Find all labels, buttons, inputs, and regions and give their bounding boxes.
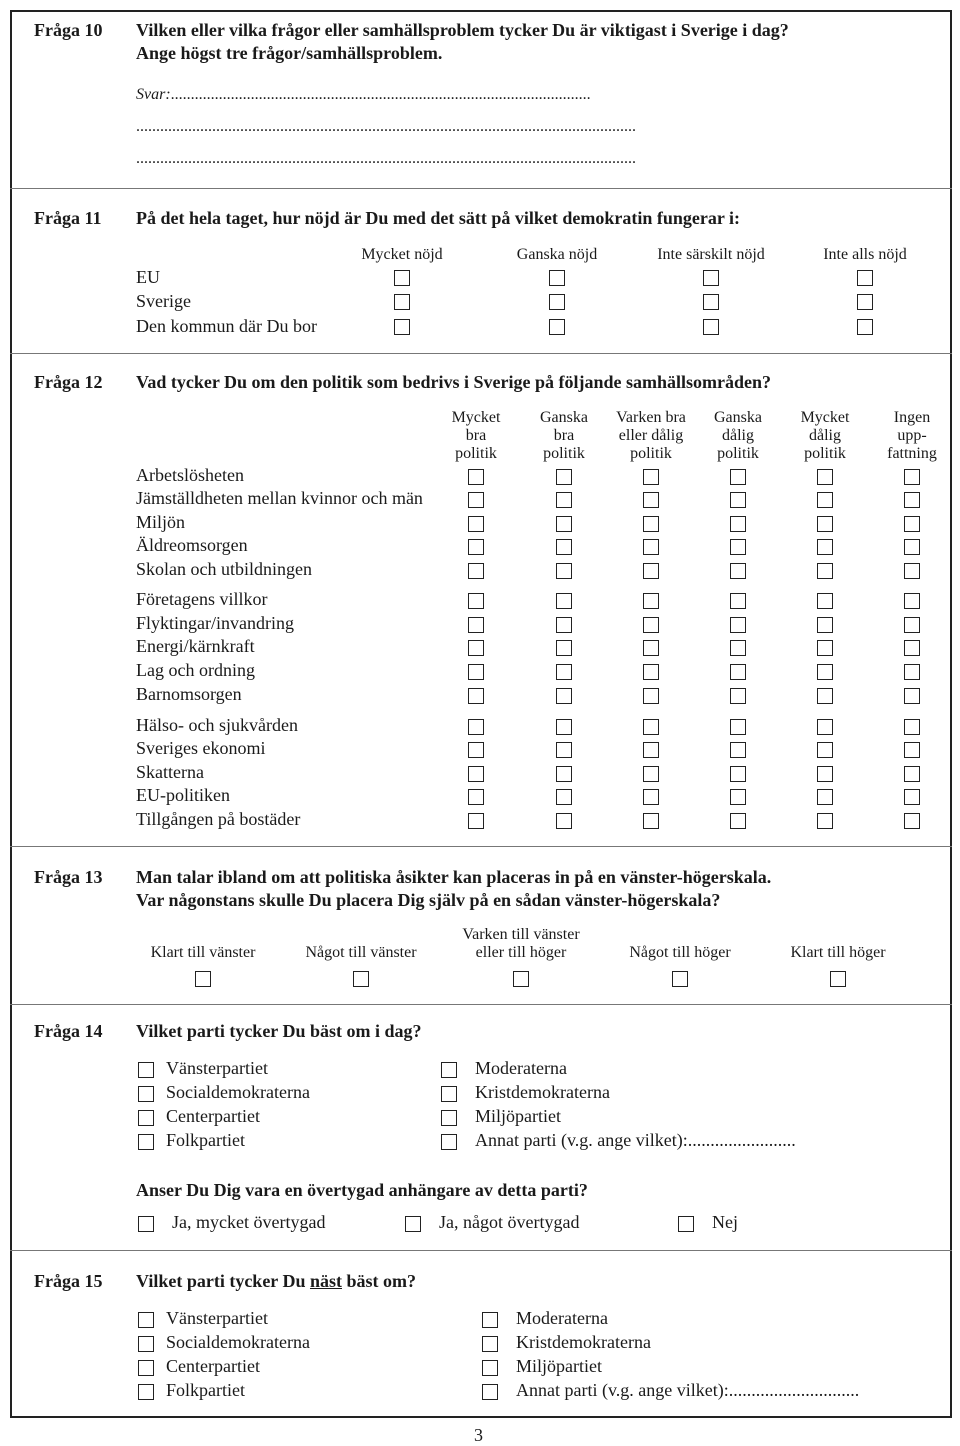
q12-row-label: Arbetslösheten <box>136 465 244 485</box>
q12-checkbox[interactable] <box>643 766 659 782</box>
q12-checkbox[interactable] <box>817 617 833 633</box>
q10-answer-dots: ......................................................................................................... <box>170 86 591 103</box>
q15-party-label: Folkpartiet <box>166 1380 245 1400</box>
q14-checkbox[interactable] <box>441 1110 457 1126</box>
q11-checkbox[interactable] <box>857 319 873 335</box>
q10-question-line1: Vilken eller vilka frågor eller samhällsproblem tycker Du är viktigast i Sverige i dag? <box>136 20 789 40</box>
q13-label: Fråga 13 <box>34 867 103 887</box>
q15-checkbox[interactable] <box>482 1336 498 1352</box>
q12-checkbox[interactable] <box>556 789 572 805</box>
q12-row-label: Äldreomsorgen <box>136 535 248 555</box>
q12-checkbox[interactable] <box>643 742 659 758</box>
q12-checkbox[interactable] <box>730 742 746 758</box>
q12-column-header: politik <box>717 445 759 462</box>
q14-party-label: Moderaterna <box>475 1058 567 1078</box>
q12-checkbox[interactable] <box>730 664 746 680</box>
divider <box>10 188 952 189</box>
q12-checkbox[interactable] <box>468 688 484 704</box>
q12-checkbox[interactable] <box>643 789 659 805</box>
q14-followup-checkbox[interactable] <box>405 1216 421 1232</box>
q12-checkbox[interactable] <box>904 492 920 508</box>
q12-checkbox[interactable] <box>468 516 484 532</box>
q12-checkbox[interactable] <box>730 469 746 485</box>
q12-checkbox[interactable] <box>904 688 920 704</box>
divider <box>10 846 952 847</box>
q12-checkbox[interactable] <box>556 563 572 579</box>
q12-checkbox[interactable] <box>468 469 484 485</box>
q11-checkbox[interactable] <box>549 319 565 335</box>
q13-option-label: Något till höger <box>629 944 731 961</box>
q12-checkbox[interactable] <box>556 688 572 704</box>
q12-checkbox[interactable] <box>468 664 484 680</box>
q11-checkbox[interactable] <box>394 319 410 335</box>
q12-column-header: Varken bra <box>616 409 686 426</box>
q14-checkbox[interactable] <box>138 1062 154 1078</box>
q12-checkbox[interactable] <box>643 813 659 829</box>
q14-followup-label: Nej <box>712 1212 738 1232</box>
q12-row-label: Företagens villkor <box>136 589 268 609</box>
q12-checkbox[interactable] <box>904 469 920 485</box>
q12-column-header: politik <box>455 445 497 462</box>
q12-column-header: politik <box>630 445 672 462</box>
q10-answer-label: Svar: <box>136 86 171 103</box>
q12-column-header: bra <box>465 427 487 444</box>
q12-column-header: eller dålig <box>618 427 684 444</box>
q12-row-label: Tillgången på bostäder <box>136 809 301 829</box>
q13-checkbox[interactable] <box>830 971 846 987</box>
q12-checkbox[interactable] <box>904 617 920 633</box>
q12-checkbox[interactable] <box>643 563 659 579</box>
q15-party-label: Vänsterpartiet <box>166 1308 268 1328</box>
q12-row-label: Barnomsorgen <box>136 684 242 704</box>
q15-checkbox[interactable] <box>138 1312 154 1328</box>
q12-checkbox[interactable] <box>643 664 659 680</box>
q12-checkbox[interactable] <box>556 640 572 656</box>
q12-column-header: dålig <box>809 427 841 444</box>
q10-answer-line3[interactable]: ............................................................................................................................. <box>136 150 636 167</box>
q12-checkbox[interactable] <box>817 789 833 805</box>
q12-checkbox[interactable] <box>556 593 572 609</box>
q15-party-label: Centerpartiet <box>166 1356 260 1376</box>
q12-checkbox[interactable] <box>817 664 833 680</box>
q12-question: Vad tycker Du om den politik som bedrivs i Sverige på följande samhällsområden? <box>136 372 772 392</box>
q12-checkbox[interactable] <box>730 563 746 579</box>
q12-checkbox[interactable] <box>556 492 572 508</box>
q12-row-label: Sveriges ekonomi <box>136 738 266 758</box>
q14-followup-checkbox[interactable] <box>678 1216 694 1232</box>
q12-checkbox[interactable] <box>468 719 484 735</box>
q12-checkbox[interactable] <box>643 719 659 735</box>
q12-checkbox[interactable] <box>817 742 833 758</box>
q12-checkbox[interactable] <box>556 664 572 680</box>
q14-checkbox[interactable] <box>138 1134 154 1150</box>
q15-checkbox[interactable] <box>138 1360 154 1376</box>
q13-checkbox[interactable] <box>672 971 688 987</box>
q12-column-header: Ingen <box>893 409 931 426</box>
q12-checkbox[interactable] <box>468 492 484 508</box>
q12-checkbox[interactable] <box>817 640 833 656</box>
q12-checkbox[interactable] <box>468 789 484 805</box>
q12-checkbox[interactable] <box>817 469 833 485</box>
q12-checkbox[interactable] <box>643 617 659 633</box>
q12-checkbox[interactable] <box>817 688 833 704</box>
q10-answer-line2[interactable]: ............................................................................................................................. <box>136 118 636 135</box>
q11-checkbox[interactable] <box>703 294 719 310</box>
q12-checkbox[interactable] <box>730 688 746 704</box>
q13-option-label: Varken till vänster <box>462 926 580 943</box>
q12-checkbox[interactable] <box>556 469 572 485</box>
q14-party-label: Annat parti (v.g. ange vilket):........................ <box>475 1130 796 1150</box>
q10-question-line2: Ange högst tre frågor/samhällsproblem. <box>136 43 443 63</box>
q14-party-label: Kristdemokraterna <box>475 1082 610 1102</box>
q11-column-header: Ganska nöjd <box>516 246 598 263</box>
q15-checkbox[interactable] <box>482 1312 498 1328</box>
divider <box>10 353 952 354</box>
q11-question: På det hela taget, hur nöjd är Du med det sätt på vilket demokratin fungerar i: <box>136 208 740 228</box>
q12-row-label: Miljön <box>136 512 186 532</box>
q14-followup-label: Ja, något övertygad <box>439 1212 580 1232</box>
q11-checkbox[interactable] <box>549 294 565 310</box>
q12-checkbox[interactable] <box>643 516 659 532</box>
q14-checkbox[interactable] <box>138 1110 154 1126</box>
q12-checkbox[interactable] <box>817 563 833 579</box>
q12-checkbox[interactable] <box>468 593 484 609</box>
q12-row-label: Jämställdheten mellan kvinnor och män <box>136 488 423 508</box>
divider <box>10 1250 952 1251</box>
q12-checkbox[interactable] <box>468 766 484 782</box>
q13-option-label: Klart till höger <box>790 944 886 961</box>
q12-checkbox[interactable] <box>643 469 659 485</box>
q12-checkbox[interactable] <box>904 664 920 680</box>
q15-checkbox[interactable] <box>138 1336 154 1352</box>
q15-checkbox[interactable] <box>482 1384 498 1400</box>
q12-checkbox[interactable] <box>643 539 659 555</box>
q15-party-label: Annat parti (v.g. ange vilket):............................. <box>516 1380 860 1400</box>
q12-checkbox[interactable] <box>904 516 920 532</box>
q12-checkbox[interactable] <box>904 813 920 829</box>
q11-checkbox[interactable] <box>703 270 719 286</box>
q14-checkbox[interactable] <box>441 1062 457 1078</box>
q13-option-label: Något till vänster <box>305 944 417 961</box>
q10-label: Fråga 10 <box>34 20 103 40</box>
q11-checkbox[interactable] <box>703 319 719 335</box>
q12-column-header: Ganska <box>714 409 762 426</box>
q15-label: Fråga 15 <box>34 1271 103 1291</box>
q11-column-header: Mycket nöjd <box>361 246 443 263</box>
q14-checkbox[interactable] <box>138 1086 154 1102</box>
q15-checkbox[interactable] <box>482 1360 498 1376</box>
q12-checkbox[interactable] <box>904 719 920 735</box>
q12-checkbox[interactable] <box>817 516 833 532</box>
q12-checkbox[interactable] <box>556 766 572 782</box>
q12-checkbox[interactable] <box>817 719 833 735</box>
q11-checkbox[interactable] <box>394 294 410 310</box>
q12-row-label: EU-politiken <box>136 785 230 805</box>
q15-party-label: Kristdemokraterna <box>516 1332 651 1352</box>
q12-column-header: politik <box>804 445 846 462</box>
q12-checkbox[interactable] <box>904 539 920 555</box>
q12-column-header: dålig <box>722 427 754 444</box>
q15-question <box>136 1271 416 1292</box>
q12-row-label: Skatterna <box>136 762 204 782</box>
q12-row-label: Skolan och utbildningen <box>136 559 312 579</box>
q13-checkbox[interactable] <box>513 971 529 987</box>
q15-party-label: Moderaterna <box>516 1308 608 1328</box>
q15-checkbox[interactable] <box>138 1384 154 1400</box>
q14-checkbox[interactable] <box>441 1134 457 1150</box>
q14-label: Fråga 14 <box>34 1021 103 1041</box>
q15-party-label: Miljöpartiet <box>516 1356 602 1376</box>
q11-row-label: Sverige <box>136 291 191 311</box>
q12-checkbox[interactable] <box>817 492 833 508</box>
q11-checkbox[interactable] <box>549 270 565 286</box>
q12-checkbox[interactable] <box>730 617 746 633</box>
q12-checkbox[interactable] <box>817 539 833 555</box>
q12-checkbox[interactable] <box>556 617 572 633</box>
q14-question: Vilket parti tycker Du bäst om i dag? <box>136 1021 422 1041</box>
q11-label: Fråga 11 <box>34 208 102 228</box>
q11-checkbox[interactable] <box>857 294 873 310</box>
q12-checkbox[interactable] <box>730 640 746 656</box>
q12-checkbox[interactable] <box>468 742 484 758</box>
q12-row-label: Lag och ordning <box>136 660 255 680</box>
q12-column-header: Mycket <box>800 409 850 426</box>
q12-checkbox[interactable] <box>904 640 920 656</box>
q11-row-label: EU <box>136 267 160 287</box>
divider <box>10 1004 952 1005</box>
q12-checkbox[interactable] <box>817 766 833 782</box>
q12-column-header: Mycket <box>451 409 501 426</box>
q14-checkbox[interactable] <box>441 1086 457 1102</box>
q12-checkbox[interactable] <box>730 813 746 829</box>
q14-party-label: Vänsterpartiet <box>166 1058 268 1078</box>
q12-row-label: Energi/kärnkraft <box>136 636 255 656</box>
q12-checkbox[interactable] <box>730 492 746 508</box>
q12-checkbox[interactable] <box>556 719 572 735</box>
q12-checkbox[interactable] <box>904 563 920 579</box>
q15-question-pre: Vilket parti tycker Du <box>136 1271 310 1291</box>
q12-checkbox[interactable] <box>817 593 833 609</box>
q14-party-label: Folkpartiet <box>166 1130 245 1150</box>
q13-option-label: Klart till vänster <box>150 944 256 961</box>
q12-column-header: upp- <box>897 427 927 444</box>
q12-checkbox[interactable] <box>730 516 746 532</box>
q12-checkbox[interactable] <box>468 617 484 633</box>
q12-checkbox[interactable] <box>643 688 659 704</box>
q13-checkbox[interactable] <box>353 971 369 987</box>
q12-checkbox[interactable] <box>904 766 920 782</box>
q13-question-line2: Var någonstans skulle Du placera Dig själv på en sådan vänster-högerskala? <box>136 890 721 910</box>
q12-column-header: politik <box>543 445 585 462</box>
q15-question-emphasis: näst <box>309 1271 342 1291</box>
q12-checkbox[interactable] <box>556 516 572 532</box>
q12-checkbox[interactable] <box>904 593 920 609</box>
q11-column-header: Inte särskilt nöjd <box>657 246 765 263</box>
q12-row-label: Flyktingar/invandring <box>136 613 294 633</box>
page-number: 3 <box>474 1425 483 1445</box>
q14-followup-checkbox[interactable] <box>138 1216 154 1232</box>
q12-checkbox[interactable] <box>468 539 484 555</box>
q12-checkbox[interactable] <box>556 813 572 829</box>
q12-checkbox[interactable] <box>556 742 572 758</box>
q13-question-line1: Man talar ibland om att politiska åsikter kan placeras in på en vänster-högerskala. <box>136 867 772 887</box>
q13-checkbox[interactable] <box>195 971 211 987</box>
q12-checkbox[interactable] <box>468 563 484 579</box>
q14-followup-question: Anser Du Dig vara en övertygad anhängare av detta parti? <box>136 1180 588 1200</box>
q12-label: Fråga 12 <box>34 372 103 392</box>
q12-column-header: fattning <box>887 445 937 462</box>
q10-answer-line1[interactable] <box>136 86 591 104</box>
q12-row-label: Hälso- och sjukvården <box>136 715 298 735</box>
q12-checkbox[interactable] <box>730 766 746 782</box>
q14-followup-label: Ja, mycket övertygad <box>172 1212 326 1232</box>
q11-checkbox[interactable] <box>857 270 873 286</box>
q12-checkbox[interactable] <box>730 593 746 609</box>
q11-row-label: Den kommun där Du bor <box>136 316 317 336</box>
q12-checkbox[interactable] <box>643 593 659 609</box>
q13-option-label: eller till höger <box>475 944 567 961</box>
q12-checkbox[interactable] <box>730 539 746 555</box>
q11-column-header: Inte alls nöjd <box>823 246 907 263</box>
q12-column-header: Ganska <box>540 409 588 426</box>
q15-party-label: Socialdemokraterna <box>166 1332 310 1352</box>
q12-checkbox[interactable] <box>468 813 484 829</box>
q14-party-label: Centerpartiet <box>166 1106 260 1126</box>
q12-checkbox[interactable] <box>904 789 920 805</box>
q12-checkbox[interactable] <box>730 789 746 805</box>
q12-column-header: bra <box>553 427 575 444</box>
q12-checkbox[interactable] <box>904 742 920 758</box>
q12-checkbox[interactable] <box>556 539 572 555</box>
q14-party-label: Miljöpartiet <box>475 1106 561 1126</box>
q12-checkbox[interactable] <box>730 719 746 735</box>
q14-party-label: Socialdemokraterna <box>166 1082 310 1102</box>
q12-checkbox[interactable] <box>643 640 659 656</box>
q12-checkbox[interactable] <box>468 640 484 656</box>
q12-checkbox[interactable] <box>643 492 659 508</box>
q11-checkbox[interactable] <box>394 270 410 286</box>
q12-checkbox[interactable] <box>817 813 833 829</box>
q15-question-post: bäst om? <box>342 1271 417 1291</box>
